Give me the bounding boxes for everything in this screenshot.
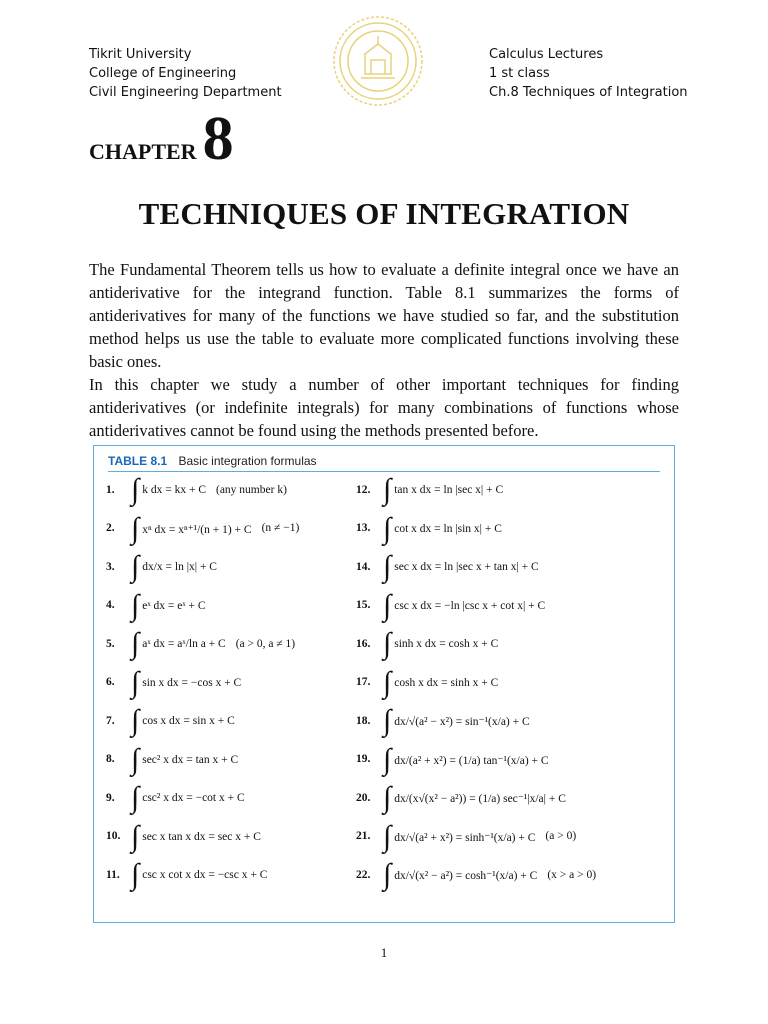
formula-condition: (n ≠ −1) (261, 522, 300, 535)
formula-expression: sinh x dx = cosh x + C (394, 638, 499, 650)
formula-number: 15. (356, 599, 371, 612)
formula-expression: dx/√(x² − a²) = cosh⁻¹(x/a) + C (394, 870, 538, 882)
integral-sign-icon: ∫ (131, 473, 140, 506)
formula-number: 8. (106, 753, 115, 766)
page-number: 1 (380, 945, 388, 960)
formula-10 (106, 819, 261, 853)
formula-number: 13. (356, 522, 371, 535)
chapter-word: CHAPTER (89, 139, 197, 164)
formula-expression: sec² x dx = tan x + C (142, 753, 239, 766)
formula-number: 18. (356, 714, 371, 727)
formula-expression: dx/(x√(x² − a²)) = (1/a) sec⁻¹|x/a| + C (394, 793, 566, 805)
formula-expression: sec x dx = ln |sec x + tan x| + C (394, 561, 539, 573)
formula-number: 14. (356, 560, 371, 573)
formula-14 (356, 550, 539, 583)
integration-formulas-table (93, 445, 675, 923)
formula-number: 10. (106, 830, 121, 843)
formula-12 (356, 473, 504, 506)
formula-expression: eˣ dx = eˣ + C (142, 599, 206, 612)
formula-expression: csc x dx = −ln |csc x + cot x| + C (394, 599, 546, 612)
integral-sign-icon: ∫ (383, 550, 392, 583)
table-caption: Basic integration formulas (178, 454, 317, 468)
formula-number: 2. (106, 522, 115, 535)
formula-number: 12. (356, 483, 371, 496)
formula-number: 4. (106, 599, 115, 612)
formula-number: 7. (106, 714, 115, 727)
formula-number: 5. (106, 637, 115, 650)
formula-13 (356, 511, 502, 545)
integral-sign-icon: ∫ (131, 781, 140, 814)
integral-sign-icon: ∫ (131, 704, 140, 737)
university-seal-logo (331, 14, 425, 108)
formula-expression: dx/√(a² + x²) = sinh⁻¹(x/a) + C (394, 831, 536, 844)
formula-number: 3. (106, 560, 115, 573)
formula-number: 21. (356, 830, 371, 843)
header-college: College of Engineering (89, 66, 237, 81)
formula-4 (106, 588, 206, 622)
integral-sign-icon: ∫ (131, 550, 140, 583)
formula-expression: csc² x dx = −cot x + C (142, 792, 245, 804)
formula-21 (356, 819, 577, 853)
header-course: Calculus Lectures (489, 47, 604, 62)
formula-18 (356, 704, 530, 737)
formula-number: 9. (106, 791, 115, 804)
integral-sign-icon: ∫ (131, 588, 140, 622)
formula-number: 19. (356, 753, 371, 766)
formula-condition: (a > 0, a ≠ 1) (235, 637, 296, 650)
formula-8 (106, 742, 239, 776)
formula-expression: sec x tan x dx = sec x + C (142, 830, 261, 843)
formula-2 (106, 511, 300, 545)
chapter-number: 8 (202, 105, 234, 173)
header-right (489, 45, 688, 102)
formula-19 (356, 742, 549, 776)
formula-5 (106, 627, 296, 660)
intro-text (89, 258, 679, 442)
formula-condition: (a > 0) (545, 830, 577, 843)
header-department: Civil Engineering Department (89, 85, 282, 100)
integral-sign-icon: ∫ (131, 858, 140, 891)
formula-condition: (x > a > 0) (547, 868, 597, 881)
integral-sign-icon: ∫ (131, 627, 140, 660)
integral-sign-icon: ∫ (131, 819, 140, 853)
integral-sign-icon: ∫ (383, 665, 392, 699)
formula-expression: aˣ dx = aˣ/ln a + C (142, 638, 226, 650)
intro-paragraph-1: The Fundamental Theorem tells us how to evaluate a definite integral once we have an antiderivative for the integrand function. Table 8.1 summarizes the forms of antiderivatives for many of the functions we have studied so far, and the substitution method helps us use the table to evaluate more complicated functions involving these basic ones. (89, 260, 679, 371)
page-title: TECHNIQUES OF INTEGRATION (138, 196, 630, 231)
formula-number: 11. (106, 868, 120, 881)
formula-expression: xⁿ dx = xⁿ⁺¹/(n + 1) + C (142, 523, 252, 536)
integral-sign-icon: ∫ (131, 511, 140, 545)
formula-7 (106, 704, 235, 737)
formula-1 (106, 473, 287, 506)
integral-sign-icon: ∫ (383, 588, 392, 622)
formula-number: 20. (356, 791, 371, 804)
integral-sign-icon: ∫ (383, 781, 392, 814)
integral-sign-icon: ∫ (131, 665, 140, 699)
formula-expression: dx/(a² + x²) = (1/a) tan⁻¹(x/a) + C (394, 754, 549, 767)
formula-15 (356, 588, 546, 622)
formula-9 (106, 781, 245, 814)
header-university: Tikrit University (89, 47, 192, 62)
formula-expression: k dx = kx + C (142, 484, 206, 496)
chapter-heading (89, 105, 234, 173)
formula-11 (106, 858, 268, 891)
formula-16 (356, 627, 499, 660)
table-header (108, 454, 317, 468)
integral-sign-icon: ∫ (383, 627, 392, 660)
formula-expression: cosh x dx = sinh x + C (394, 676, 499, 689)
formula-3 (106, 550, 217, 583)
formula-number: 22. (356, 868, 371, 881)
formula-22 (356, 858, 597, 891)
formula-expression: sin x dx = −cos x + C (142, 676, 242, 689)
formula-expression: cos x dx = sin x + C (142, 715, 235, 727)
integral-sign-icon: ∫ (383, 742, 392, 776)
formula-condition: (any number k) (216, 483, 287, 496)
integral-sign-icon: ∫ (383, 704, 392, 737)
integral-sign-icon: ∫ (383, 858, 392, 891)
formula-expression: dx/√(a² − x²) = sin⁻¹(x/a) + C (394, 716, 530, 728)
table-label: TABLE 8.1 (108, 454, 168, 468)
formula-6 (106, 665, 242, 699)
formula-expression: cot x dx = ln |sin x| + C (394, 522, 502, 535)
integral-sign-icon: ∫ (383, 473, 392, 506)
header-left (89, 45, 282, 102)
formula-number: 17. (356, 676, 371, 689)
integral-sign-icon: ∫ (131, 742, 140, 776)
table-divider (108, 471, 660, 472)
intro-paragraph-2: In this chapter we study a number of other important techniques for finding antiderivatives (or indefinite integrals) for many combinations of functions whose antiderivatives cannot be found using the methods presented before. (89, 375, 679, 440)
formula-number: 16. (356, 637, 371, 650)
integral-sign-icon: ∫ (383, 511, 392, 545)
formula-20 (356, 781, 566, 814)
formula-17 (356, 665, 499, 699)
header-chapter: Ch.8 Techniques of Integration (489, 85, 688, 100)
formula-expression: dx/x = ln |x| + C (142, 561, 217, 573)
formula-expression: csc x cot x dx = −csc x + C (142, 869, 268, 881)
header-class: 1 st class (489, 66, 550, 81)
formula-expression: tan x dx = ln |sec x| + C (394, 484, 504, 496)
formula-number: 6. (106, 676, 115, 689)
formula-number: 1. (106, 483, 115, 496)
integral-sign-icon: ∫ (383, 819, 392, 853)
